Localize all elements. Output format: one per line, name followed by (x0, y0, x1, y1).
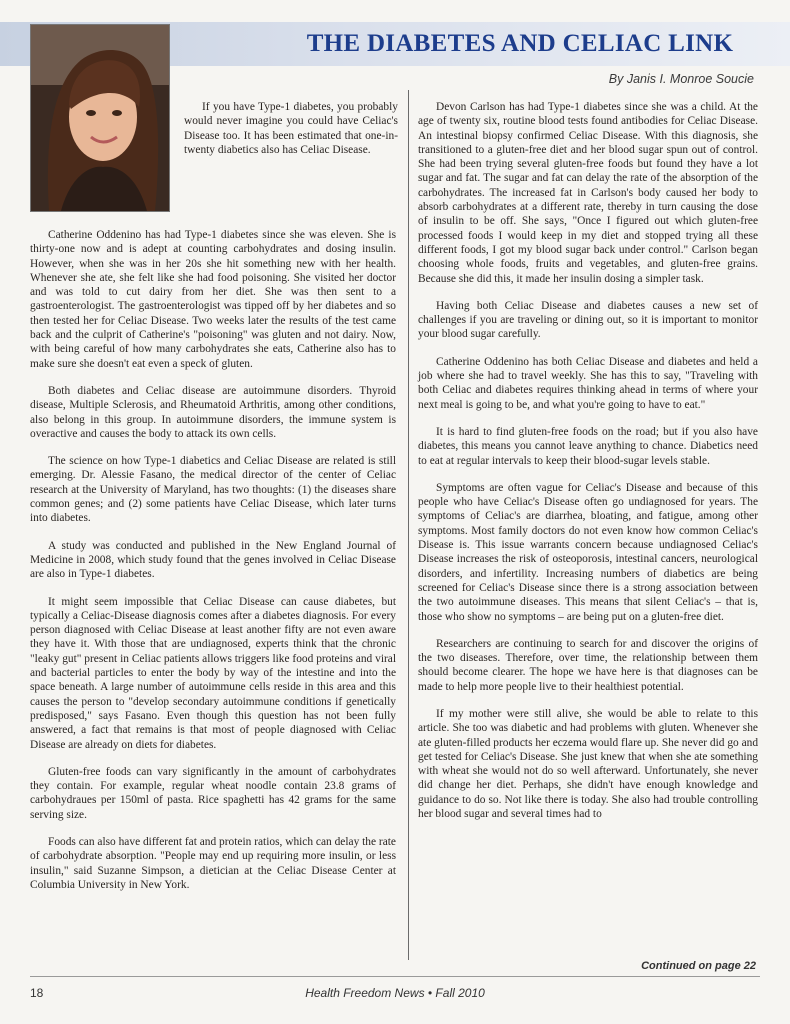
author-byline: By Janis I. Monroe Soucie (608, 72, 754, 86)
paragraph: It might seem impossible that Celiac Disease can cause diabetes, but typically a Celiac-Disease diagnosis comes after a diabetes diagnosis. For every person diagnosed with Celiac Disease at least another fifty are not even aware they have it. With those that are undiagnosed, experts think that the chronic "leaky gut" present in Celiac patients allows triggers like food proteins and viral and bacterial particles to enter the body by way of the intestine and into the space beneath. A large number of autoimmune cells reside in this area and this causes the person to "develop secondary autoimmune conditions if genetically predisposed," says Fasano. Even though this question has not been fully answered, a fact that remains is that most of people diagnosed with Celiac Disease are already on diets for diabetes. (30, 595, 396, 751)
paragraph: Both diabetes and Celiac disease are autoimmune disorders. Thyroid disease, Multiple Sclerosis, and Rheumatoid Arthritis, among other conditions, also belong in this group. In autoimmune disorders, the immune system is overactive and causes the body to attack its own cells. (30, 384, 396, 440)
paragraph: Gluten-free foods can vary significantly in the amount of carbohydrates they contain. For example, regular wheat noodle contain 23.8 grams of carbohydraues per 150ml of pasta. Rice spaghetti has 42 grams for the same serving size. (30, 765, 396, 821)
column-divider (408, 90, 409, 960)
paragraph: The science on how Type-1 diabetics and Celiac Disease are related is still emerging. Dr. Alessie Fasano, the medical director of the center of Celiac research at the University of Maryland, has two thoughts: (1) the diseases share common genes; and (2) some patients have Celiac Disease, which later turns into diabetes. (30, 455, 396, 525)
page-number: 18 (30, 986, 44, 1000)
author-photo (30, 24, 170, 212)
paragraph: If my mother were still alive, she would be able to relate to this article. She too was diabetic and had problems with gluten. Whenever she ate gluten-filled products her eczema would flare up. She never did go and get tested for Celiac's Disease. She just knew that when she ate something with wheat she would not do so well afterward. Unfortunately, she never did change her diet. Perhaps, she didn't have enough knowledge and guidance to do so. Not like there is today. She also had trouble controlling her blood sugar and several times had to (418, 707, 759, 821)
intro-paragraph (184, 100, 398, 170)
continued-note: Continued on page 22 (641, 960, 756, 972)
right-column (418, 100, 758, 834)
publication-footer: Health Freedom News • Fall 2010 (305, 986, 485, 1000)
paragraph: Catherine Oddenino has both Celiac Disease and diabetes and held a job where she had to travel weekly. She has this to say, "Traveling with both Celiac and diabetes requires thinking ahead in terms of where your next meal is going to be, and what you're going to have to eat." (418, 355, 758, 411)
paragraph: If you have Type-1 diabetes, you probably would never imagine you could have Celiac's Disease too. It has been estimated that one-in-twenty diabetics also has Celiac Disease. (184, 101, 398, 156)
portrait-image (31, 25, 169, 211)
article-title: THE DIABETES AND CELIAC LINK (306, 30, 734, 57)
paragraph: Catherine Oddenino has had Type-1 diabetes since she was eleven. She is thirty-one now and is adept at counting carbohydrates and dosing insulin. However, when she was in her 20s she hit something new with her health. Whenever she ate, she felt like she had food poisoning. She visited her doctor and was told to cut dairy from her diet. She was then sent to a gastroenterologist. The gastroenterologist was tipped off by her diabetes and so then tested her for Celiac Disease. Two weeks later the results of the test came back and the culprit of Catherine's "poisoning" was gluten and not dairy. Now, with being careful of how many carbohydrates she eats, Catherine also has to make sure she doesn't eat even a speck of gluten. (30, 229, 396, 370)
left-column (30, 228, 396, 905)
paragraph: Symptoms are often vague for Celiac's Disease and because of this people who have Celiac's Disease often go undiagnosed for years. The symptoms of Celiac's are diarrhea, bloating, and fatigue, among other symptoms. Most family doctors do not even know how common Celiac's Disease is. This issue warrants concern because undiagnosed Celiac's Disease increases the risk of osteoporosis, intestinal cancers, neurological disorders, and infertility. Increasing numbers of diabetics are being screened for Celiac's Disease since there is a strong association between the two autoimmune diseases. This means that silent Celiac's – that is, those who show no symptoms – are being put on a gluten-free diet. (418, 481, 758, 623)
paragraph: Foods can also have different fat and protein ratios, which can delay the rate of carbohydrate absorption. "People may end up requiring more insulin, or less insulin," said Suzanne Simpson, a dietician at the Celiac Disease Center at Columbia University in New York. (30, 835, 396, 891)
paragraph: Having both Celiac Disease and diabetes causes a new set of challenges if you are traveling or dining out, so it is important to monitor your blood sugar carefully. (418, 299, 758, 341)
footer-divider (30, 976, 760, 977)
paragraph: A study was conducted and published in the New England Journal of Medicine in 2008, which study found that the genes involved in Celiac Disease are also in Type-1 diabetes. (30, 539, 396, 581)
paragraph: Researchers are continuing to search for and discover the origins of the two diseases. Therefore, over time, the relationship between them should become clearer. The hope we have here is that diagnoses can be made to help more people live to their healthiest potential. (418, 637, 758, 693)
paragraph: It is hard to find gluten-free foods on the road; but if you also have diabetes, this means you cannot leave anything to chance. Diabetics need to eat at regular intervals to keep their blood-sugar levels stable. (418, 425, 758, 467)
paragraph: Devon Carlson has had Type-1 diabetes since she was a child. At the age of twenty six, routine blood tests found antibodies for Celiac Disease. An intestinal biopsy confirmed Celiac Disease. With this diagnosis, she transitioned to a gluten-free diet and her blood sugar spun out of control. She had been trying several gluten-free foods but found they have a lot sugar and fat. The sugar and fat can delay the rate of the absorption of the carbohydrates. The increased fat in Carlson's body caused her body to absorb carbohydrates at a different rate, thereby in turn causing the dose of insulin to be off. She says, "Once I figured out which gluten-free processed foods I would keep in my diet and stopped trying all these different foods, I got my blood sugar back under control." Carlson began choosing whole foods, fruits and vegetables, and gluten-free grains. Because she did this, it made her insulin dosing a simpler task. (418, 101, 758, 285)
